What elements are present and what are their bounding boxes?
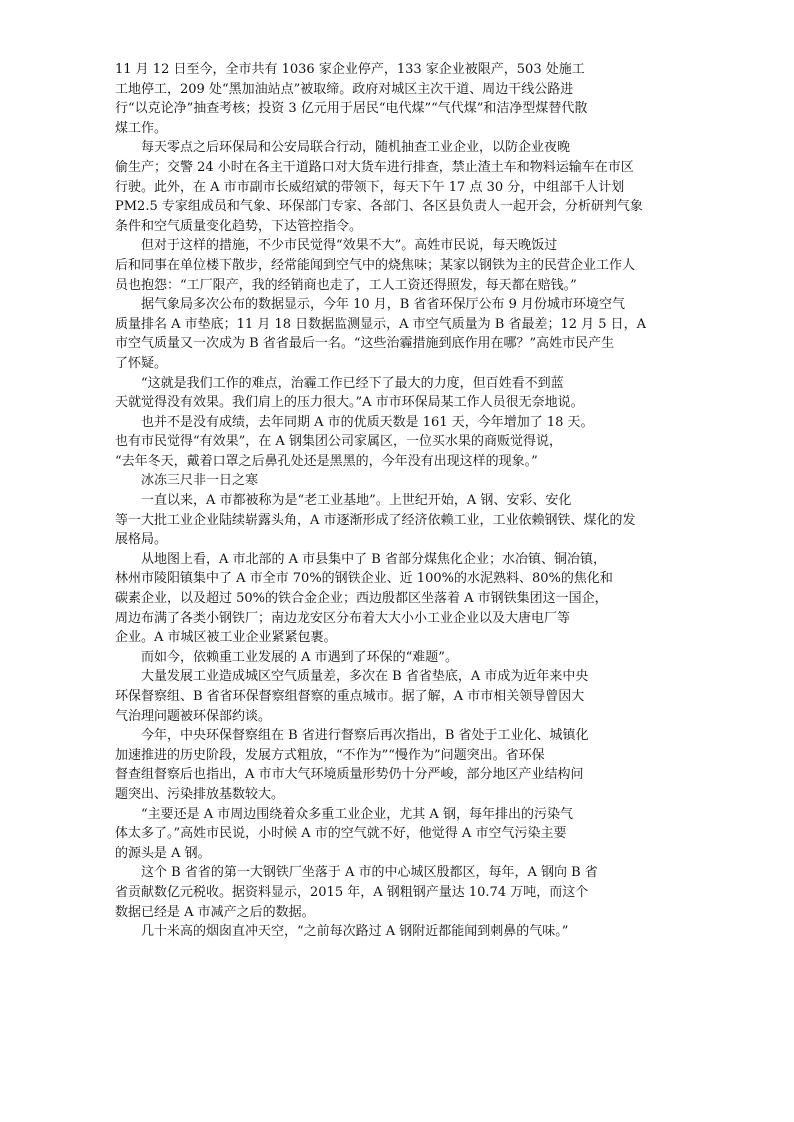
paragraph-15 <box>115 922 690 942</box>
paragraph-4 <box>115 295 690 373</box>
text-line: 气治理问题被环保部约谈。 <box>115 708 272 724</box>
text-line: 数据已经是 A 市减产之后的数据。 <box>115 904 315 920</box>
text-line: 质量排名 A 市垫底；11 月 18 日数据监测显示，A 市空气质量为 B 省最差；12 月 5 日，A <box>115 316 647 332</box>
text-line: 了怀疑。 <box>115 355 168 371</box>
text-line: 林州市陵阳镇集中了 A 市全市 70%的钢铁企业、近 100%的水泥熟料、80%的焦化和 <box>115 571 613 587</box>
paragraph-1 <box>115 60 690 138</box>
text-line: 天就觉得没有效果。我们肩上的压力很大。”A 市市环保局某工作人员很无奈地说。 <box>115 395 584 411</box>
text-line: 的源头是 A 钢。 <box>115 845 211 861</box>
paragraph-3 <box>115 236 690 295</box>
text-line: 行“以克论净”抽查考核；投资 3 亿元用于居民“电代煤”“气代煤”和洁净型煤替代散 <box>115 101 588 117</box>
text-line: 但对于这样的措施，不少市民觉得“效果不大”。高姓市民说，每天晚饭过 <box>141 238 558 254</box>
text-line: 今年，中央环保督察组在 B 省进行督察后再次指出，B 省处于工业化、城镇化 <box>141 728 589 744</box>
section-heading <box>115 471 690 491</box>
text-line: PM2.5 专家组成员和气象、环保部门专家、各部门、各区县负责人一起开会，分析研判气象 <box>115 199 643 215</box>
text-line: 员也抱怨：“工厂限产，我的经销商也走了，工人工资还得照发，每天都在赔钱。” <box>115 277 577 293</box>
text-line: “去年冬天，戴着口罩之后鼻孔处还是黑黑的，今年没有出现这样的现象。” <box>115 453 538 469</box>
text-line: 展格局。 <box>115 532 168 548</box>
paragraph-11 <box>115 667 690 726</box>
text-line: 加速推进的历史阶段，发展方式粗放，“不作为”“慢作为”问题突出。省环保 <box>115 747 545 763</box>
text-line: 市空气质量又一次成为 B 省省最后一名。“这些治霾措施到底作用在哪？”高姓市民产生 <box>115 336 615 352</box>
text-line: 题突出、污染排放基数较大。 <box>115 786 285 802</box>
text-line: 一直以来，A 市都被称为是“老工业基地”。上世纪开始，A 钢、安彩、安化 <box>141 493 572 509</box>
text-line: 后和同事在单位楼下散步，经常能闻到空气中的烧焦味；某家以钢铁为主的民营企业工作人 <box>115 257 636 273</box>
text-line: 省贡献数亿元税收。据资料显示，2015 年，A 钢粗钢产量达 10.74 万吨，而这个 <box>115 884 589 900</box>
paragraph-12 <box>115 726 690 804</box>
text-line: “主要还是 A 市周边围绕着众多重工业企业，尤其 A 钢，每年排出的污染气 <box>141 806 573 822</box>
text-line: 企业。A 市城区被工业企业紧紧包裹。 <box>115 630 337 646</box>
text-line: 环保督察组、B 省省环保督察组督察的重点城市。据了解，A 市市相关领导曾因大 <box>115 689 585 704</box>
paragraph-5 <box>115 374 690 413</box>
section-heading-text: 冰冻三尺非一日之寒 <box>141 473 259 489</box>
text-line: 工地停工，209 处“黑加油站点”被取缔。政府对城区主次干道、周边干线公路进 <box>115 81 574 97</box>
text-line: 也有市民觉得“有效果”，在 A 钢集团公司家属区，一位买水果的商贩觉得说， <box>115 434 562 450</box>
text-line: 11 月 12 日至今，全市共有 1036 家企业停产，133 家企业被限产，503 处施工 <box>115 62 585 77</box>
text-line: 煤工作。 <box>115 120 168 136</box>
text-line: 每天零点之后环保局和公安局联合行动，随机抽查工业企业，以防企业夜晚 <box>141 140 571 156</box>
text-line: 等一大批工业企业陆续崭露头角，A 市逐渐形成了经济依赖工业，工业依赖钢铁、煤化的发 <box>115 512 636 528</box>
text-line: 而如今，依赖重工业发展的 A 市遇到了环保的“难题”。 <box>141 649 458 665</box>
document-page <box>115 60 690 942</box>
paragraph-14 <box>115 863 690 922</box>
text-line: 碳素企业，以及超过 50%的铁合金企业；西边殷都区坐落着 A 市钢铁集团这一国企， <box>115 591 608 607</box>
paragraph-9 <box>115 550 690 648</box>
text-line: 这个 B 省省的第一大钢铁厂坐落于 A 市的中心城区殷都区，每年，A 钢向 B 省 <box>141 865 598 881</box>
text-line: 也并不是没有成绩，去年同期 A 市的优质天数是 161 天，今年增加了 18 天。 <box>141 414 594 430</box>
text-line: 督查组督察后也指出，A 市市大气环境质量形势仍十分严峻，部分地区产业结构问 <box>115 767 584 783</box>
text-line: 偷生产；交警 24 小时在各主干道路口对大货车进行排查，禁止渣土车和物料运输车在市区 <box>115 159 634 175</box>
paragraph-6 <box>115 413 690 472</box>
text-line: 大量发展工业造成城区空气质量差，多次在 B 省省垫底，A 市成为近年来中央 <box>141 669 589 685</box>
paragraph-2 <box>115 138 690 236</box>
text-line: 周边布满了各类小钢铁厂；南边龙安区分布着大大小小工业企业以及大唐电厂等 <box>115 610 571 626</box>
text-line: 几十米高的烟囱直冲天空，“之前每次路过 A 钢附近都能闻到刺鼻的气味。” <box>141 924 569 940</box>
text-line: “这就是我们工作的难点，治霾工作已经下了最大的力度，但百姓看不到蓝 <box>141 375 564 391</box>
text-line: 行驶。此外，在 A 市市副市长威绍斌的带领下，每天下午 17 点 30 分，中组部千人计划 <box>115 179 625 195</box>
paragraph-8 <box>115 491 690 550</box>
text-line: 从地图上看，A 市北部的 A 市县集中了 B 省部分煤焦化企业；水冶镇、铜冶镇， <box>141 551 606 567</box>
paragraph-10 <box>115 648 690 668</box>
text-line: 条件和空气质量变化趋势，下达管控指令。 <box>115 218 363 234</box>
text-line: 体太多了。”高姓市民说，小时候 A 市的空气就不好，他觉得 A 市空气污染主要 <box>115 826 567 842</box>
paragraph-13 <box>115 805 690 864</box>
text-line: 据气象局多次公布的数据显示，今年 10 月，B 省省环保厅公布 9 月份城市环境空气 <box>141 297 626 313</box>
